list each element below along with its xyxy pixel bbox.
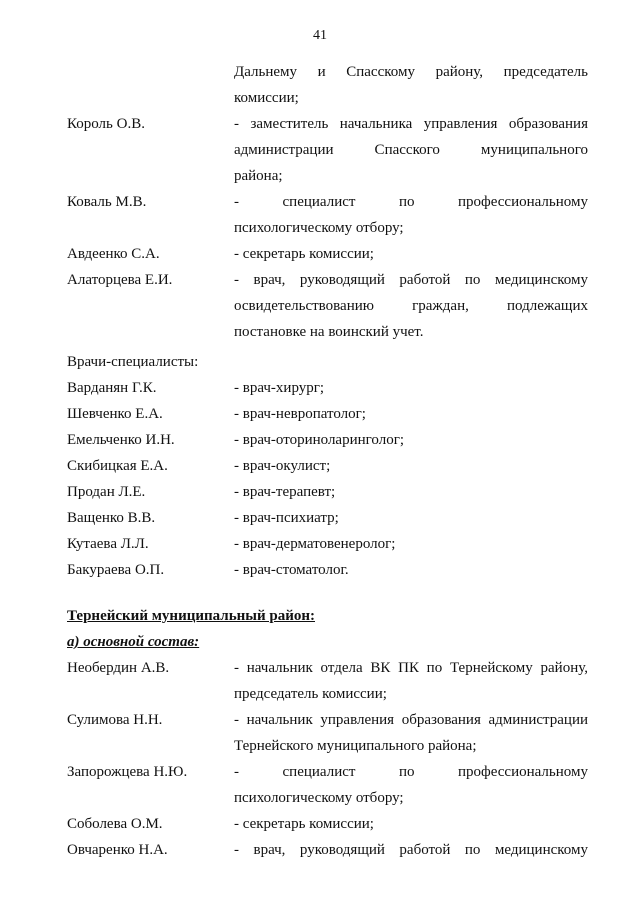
doctor-role: - врач-окулист; bbox=[234, 458, 331, 474]
doctor-role: - врач-психиатр; bbox=[234, 510, 339, 526]
doctor-row bbox=[67, 375, 588, 401]
role-line: - секретарь комиссии; bbox=[234, 816, 374, 832]
doctor-role: - врач-терапевт; bbox=[234, 484, 336, 500]
page-number: 41 bbox=[313, 28, 327, 43]
member-row-continuation bbox=[67, 59, 588, 111]
member-name: Король О.В. bbox=[67, 116, 145, 132]
doctor-name: Скибицкая Е.А. bbox=[67, 458, 168, 474]
role-line: Дальнему и Спасскому району, председатель bbox=[234, 64, 588, 80]
member-row bbox=[67, 655, 588, 707]
member-role bbox=[234, 59, 588, 111]
member-name: Овчаренко Н.А. bbox=[67, 842, 168, 858]
member-role bbox=[234, 759, 588, 811]
member-row bbox=[67, 189, 588, 241]
doctor-row bbox=[67, 401, 588, 427]
doctor-row bbox=[67, 531, 588, 557]
member-role bbox=[234, 189, 588, 241]
role-line: - начальник отдела ВК ПК по Тернейскому району, bbox=[234, 660, 588, 676]
doctor-name: Продан Л.Е. bbox=[67, 484, 146, 500]
role-line: - специалист по профессиональному bbox=[234, 764, 588, 780]
doctor-row bbox=[67, 453, 588, 479]
member-role bbox=[234, 837, 588, 863]
doctor-name: Емельченко И.Н. bbox=[67, 432, 175, 448]
doctor-role: - врач-невропатолог; bbox=[234, 406, 366, 422]
member-row bbox=[67, 759, 588, 811]
member-role bbox=[234, 267, 588, 345]
role-line: психологическому отбору; bbox=[234, 220, 404, 236]
doctors-label: Врачи-специалисты: bbox=[67, 354, 199, 370]
doctor-name: Кутаева Л.Л. bbox=[67, 536, 149, 552]
doctor-role: - врач-дерматовенеролог; bbox=[234, 536, 396, 552]
role-line: освидетельствованию граждан, подлежащих bbox=[234, 298, 588, 314]
member-role bbox=[234, 111, 588, 189]
role-line: комиссии; bbox=[234, 90, 299, 106]
doctor-row bbox=[67, 427, 588, 453]
role-line: - заместитель начальника управления образования bbox=[234, 116, 588, 132]
role-line: администрации Спасского муниципального bbox=[234, 142, 588, 158]
role-line: Тернейского муниципального района; bbox=[234, 738, 477, 754]
member-row bbox=[67, 837, 588, 863]
member-name: Сулимова Н.Н. bbox=[67, 712, 163, 728]
member-row bbox=[67, 811, 588, 837]
member-name: Запорожцева Н.Ю. bbox=[67, 764, 188, 780]
doctor-role: - врач-хирург; bbox=[234, 380, 325, 396]
member-role bbox=[234, 707, 588, 759]
member-row bbox=[67, 707, 588, 759]
doctor-row bbox=[67, 557, 588, 583]
member-role bbox=[234, 811, 588, 837]
doctor-name: Бакураева О.П. bbox=[67, 562, 165, 578]
member-row bbox=[67, 111, 588, 189]
section-subheading: а) основной состав: bbox=[67, 634, 200, 650]
member-name: Соболева О.М. bbox=[67, 816, 163, 832]
member-name: Алаторцева Е.И. bbox=[67, 272, 173, 288]
doctor-name: Ващенко В.В. bbox=[67, 510, 156, 526]
role-line: - секретарь комиссии; bbox=[234, 246, 374, 262]
doctor-name: Шевченко Е.А. bbox=[67, 406, 163, 422]
section-heading: Тернейский муниципальный район: bbox=[67, 608, 315, 624]
member-role bbox=[234, 241, 588, 267]
member-name: Коваль М.В. bbox=[67, 194, 147, 210]
doctor-row bbox=[67, 479, 588, 505]
doctor-row bbox=[67, 505, 588, 531]
document-body bbox=[67, 59, 588, 863]
member-row bbox=[67, 241, 588, 267]
member-row bbox=[67, 267, 588, 345]
role-line: психологическому отбору; bbox=[234, 790, 404, 806]
member-role bbox=[234, 655, 588, 707]
role-line: постановке на воинский учет. bbox=[234, 324, 424, 340]
doctor-role: - врач-стоматолог. bbox=[234, 562, 349, 578]
member-name: Авдеенко С.А. bbox=[67, 246, 160, 262]
member-name: Необердин А.В. bbox=[67, 660, 170, 676]
doctor-name: Варданян Г.К. bbox=[67, 380, 157, 396]
role-line: - врач, руководящий работой по медицинскому bbox=[234, 842, 588, 858]
role-line: председатель комиссии; bbox=[234, 686, 387, 702]
role-line: - специалист по профессиональному bbox=[234, 194, 588, 210]
role-line: - начальник управления образования администрации bbox=[234, 712, 588, 728]
doctor-role: - врач-оториноларинголог; bbox=[234, 432, 405, 448]
role-line: - врач, руководящий работой по медицинскому bbox=[234, 272, 588, 288]
role-line: района; bbox=[234, 168, 283, 184]
